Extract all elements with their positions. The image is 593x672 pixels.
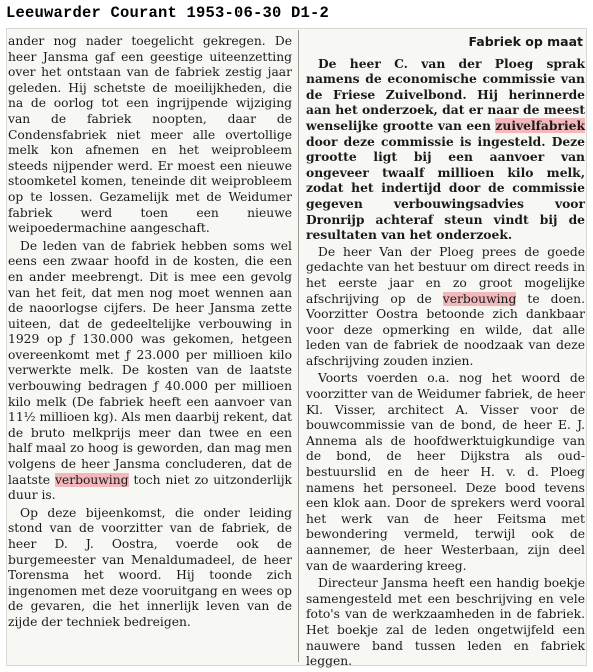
column-divider	[298, 30, 299, 662]
right-paragraph-2-b: te doen. Voorzitter Oostra betoonde zich dankbaar voor deze opmerking en wilde, dat alle leden van de fabriek de noodzaak van deze afschrijving zouden inzien.	[306, 291, 586, 368]
right-paragraph-3: Voorts voerden o.a. nog het woord de voorzitter van de Weidumer fabriek, de heer Kl. Visser, architect A. Visser voor de bouwcommissie van de bond, de heer E. J. Annema als de hoofdwerktuigkundige van de bond, de heer Dijkstra als oud-bestuurslid en de heer H. v. d. Ploeg namens het personeel. Deze bood tevens een klok aan. Door de sprekers werd vooral het werk van de heer Feitsma met bewondering vermeld, terwijl ook de aannemer, de heer Westerbaan, zijn deel van de waardering kreeg.	[306, 371, 585, 573]
page-header-title: Leeuwarder Courant 1953-06-30 D1-2	[6, 4, 330, 22]
highlight-verbouwing-left: verbouwing	[54, 472, 129, 487]
left-paragraph-2-tail: toch niet zo uitzonderlijk duur is.	[8, 472, 292, 503]
right-paragraph-1-a: De heer C. van der Ploeg sprak namens de economische commissie van de Friese Zuivelbond. Hij herinnerde aan het onderzoek, dat er naar de meest wenselijke grootte van een	[306, 55, 585, 133]
highlight-verbouwing-right: verbouwing	[442, 291, 517, 306]
right-paragraph-1	[306, 56, 585, 243]
left-paragraph-3: Op deze bijeenkomst, die onder leiding stond van de voorzitter van de fabriek, de heer D. J. Oostra, voerde ook de burgemeester van Menaldumadeel, de heer Torensma het woord. Hij toonde zich ingenomen met deze vooruitgang en wees op de gevaren, die het innerlijk leven van de zijde der techniek bedreigen.	[8, 505, 292, 629]
right-paragraph-2	[306, 245, 585, 370]
left-paragraph-2	[8, 239, 292, 504]
section-subheading: Fabriek op maat	[468, 34, 583, 49]
left-paragraph-2-text: De leden van de fabriek hebben soms wel eens een zwaar hoofd in de kosten, die een en ander meebrengt. Dit is mee een gevolg van het feit, dat men nog moet wennen aan de naoorlogse cijfers. De heer Jansma zette uiteen, dat de gedeeltelijke verbouwing in 1929 op ƒ 130.000 was gekomen, hetgeen overeenkomt met ƒ 23.000 per millioen kilo verwerkte melk. De kosten van de laatste verbouwing bedragen ƒ 40.000 per millioen kilo melk (De fabriek heeft een aanvoer van 11½ millioen kg). Als men daarbij rekent, dat de bruto melkprijs meer dan twee en een half maal zo hoog is geworden, dan mag men volgens de heer Jansma concluderen, dat de laatste	[8, 238, 292, 487]
right-paragraph-1-b: door deze commissie is ingesteld. Deze grootte ligt bij een aanvoer van ongeveer twaalf millioen kilo melk, zodat het indertijd door de commissie gegeven verbouwingsadvies voor Dronrijp achteraf steun vindt bij de resultaten van het onderzoek.	[306, 133, 585, 243]
highlight-zuivelfabriek: zuivelfabriek	[495, 117, 585, 133]
left-paragraph-1: ander nog nader toegelicht gekregen. De heer Jansma gaf een geestige uiteenzetting over het ontstaan van de fabriek zestig jaar geleden. Hij schetste de moeilijkheden, die na de oorlog tot een ingrijpende wijziging van de fabriek noopten, daar de Condensfabriek niet meer alle overtollige melk kon afnemen en het weiprobleem steeds nijpender werd. Er moest een nieuwe stoomketel komen, teneinde dit weiprobleem op te lossen. Gezamelijk met de Weidumer fabriek werd toen een nieuwe weipoedermachine aangeschaft.	[8, 34, 292, 236]
right-column	[306, 34, 585, 672]
left-column	[8, 34, 292, 633]
right-paragraph-4: Directeur Jansma heeft een handig boekje samengesteld met een beschrijving en vele foto's van de werkzaamheden in de fabriek. Het boekje zal de leden ongetwijfeld een nauwere band tussen leden en fabriek leggen.	[306, 576, 585, 669]
right-paragraph-2-a: De heer Van der Ploeg prees de goede gedachte van het bestuur om direct reeds in het eerste jaar en zo groot mogelijke afschrijving op de	[306, 244, 585, 306]
